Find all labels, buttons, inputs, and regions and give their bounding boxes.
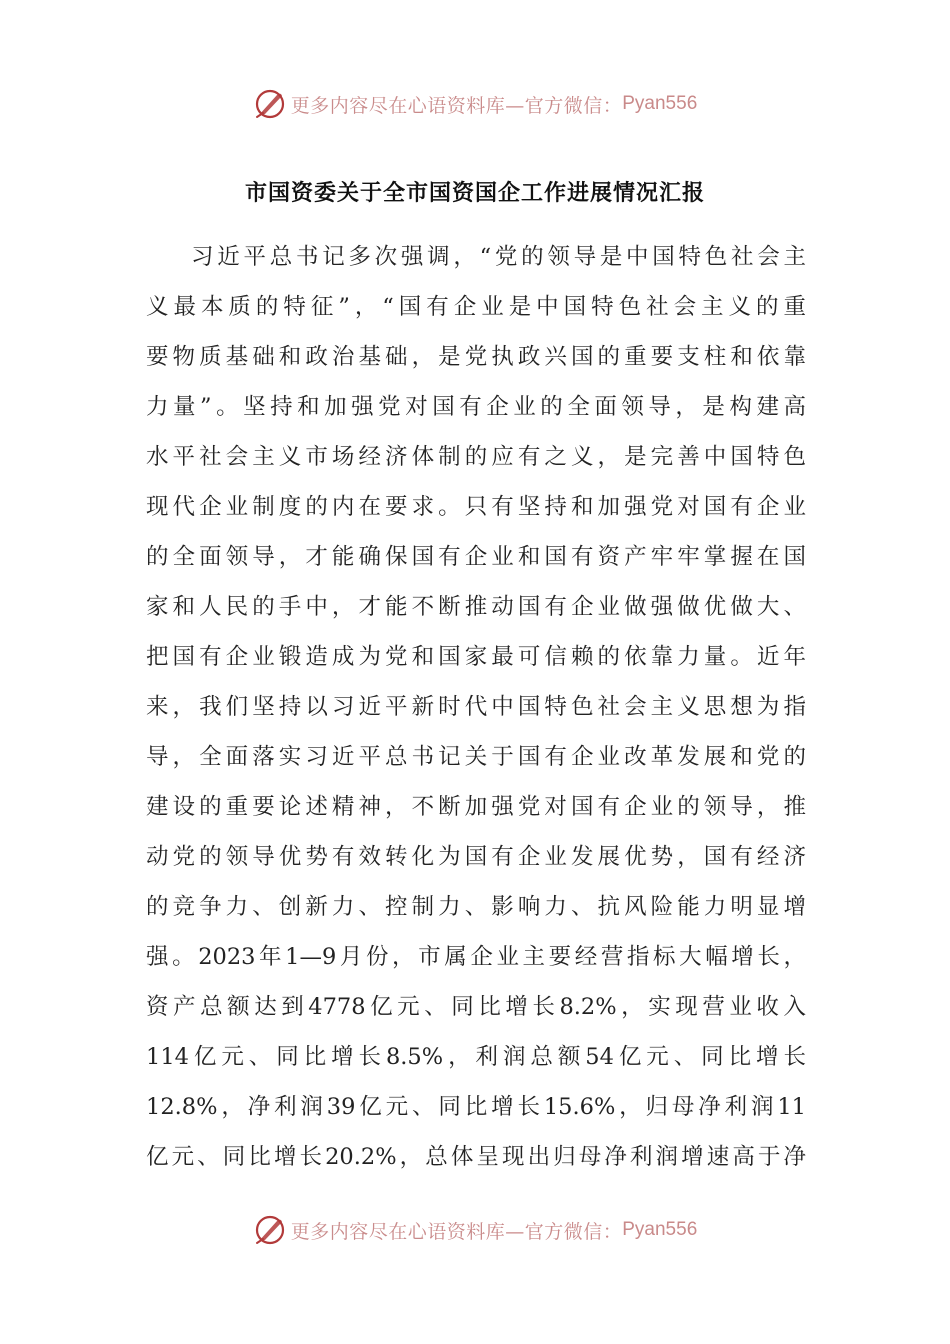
body-line: 习近平总书记多次强调，“党的领导是中国特色社会主 bbox=[191, 244, 806, 270]
body-line: 现代企业制度的内在要求。只有坚持和加强党对国有企业 bbox=[146, 494, 806, 520]
quill-pen-logo-icon bbox=[253, 1213, 287, 1247]
body-line: 水平社会主义市场经济体制的应有之义，是完善中国特色 bbox=[146, 444, 806, 470]
quill-pen-logo-icon bbox=[253, 87, 287, 121]
body-line: 把国有企业锻造成为党和国家最可信赖的依靠力量。近年 bbox=[146, 644, 806, 670]
body-line: 建设的重要论述精神，不断加强党对国有企业的领导，推 bbox=[146, 794, 806, 820]
banner-wechat-id: Pyan556 bbox=[622, 93, 698, 114]
body-line: 的竞争力、创新力、控制力、影响力、抗风险能力明显增 bbox=[146, 894, 806, 920]
body-line: 要物质基础和政治基础，是党执政兴国的重要支柱和依靠 bbox=[146, 344, 806, 370]
body-line: 义最本质的特征”，“国有企业是中国特色社会主义的重 bbox=[146, 294, 806, 320]
header-banner bbox=[0, 84, 950, 124]
body-line: 亿元、同比增长20.2%，总体呈现出归母净利润增速高于净 bbox=[146, 1144, 806, 1170]
banner-promo-text: 更多内容尽在心语资料库—官方微信： bbox=[290, 1220, 623, 1243]
body-line: 家和人民的手中，才能不断推动国有企业做强做优做大、 bbox=[146, 594, 806, 620]
document-title: 市国资委关于全市国资国企工作进展情况汇报 bbox=[244, 180, 705, 206]
body-line: 114亿元、同比增长8.5%，利润总额54亿元、同比增长 bbox=[146, 1044, 806, 1070]
body-line: 强。2023年1—9月份，市属企业主要经营指标大幅增长， bbox=[146, 944, 806, 970]
body-line: 力量”。坚持和加强党对国有企业的全面领导，是构建高 bbox=[146, 394, 806, 420]
body-line: 来，我们坚持以习近平新时代中国特色社会主义思想为指 bbox=[146, 694, 806, 720]
document-body bbox=[146, 232, 806, 1182]
body-line: 导，全面落实习近平总书记关于国有企业改革发展和党的 bbox=[146, 744, 806, 770]
body-line: 动党的领导优势有效转化为国有企业发展优势，国有经济 bbox=[146, 844, 806, 870]
banner-promo-text: 更多内容尽在心语资料库—官方微信： bbox=[290, 94, 623, 117]
body-line: 资产总额达到4778亿元、同比增长8.2%，实现营业收入 bbox=[146, 994, 806, 1020]
body-line: 的全面领导，才能确保国有企业和国有资产牢牢掌握在国 bbox=[146, 544, 806, 570]
banner-wechat-id: Pyan556 bbox=[622, 1219, 698, 1240]
footer-banner bbox=[0, 1210, 950, 1250]
body-line: 12.8%，净利润39亿元、同比增长15.6%，归母净利润11 bbox=[146, 1094, 806, 1120]
